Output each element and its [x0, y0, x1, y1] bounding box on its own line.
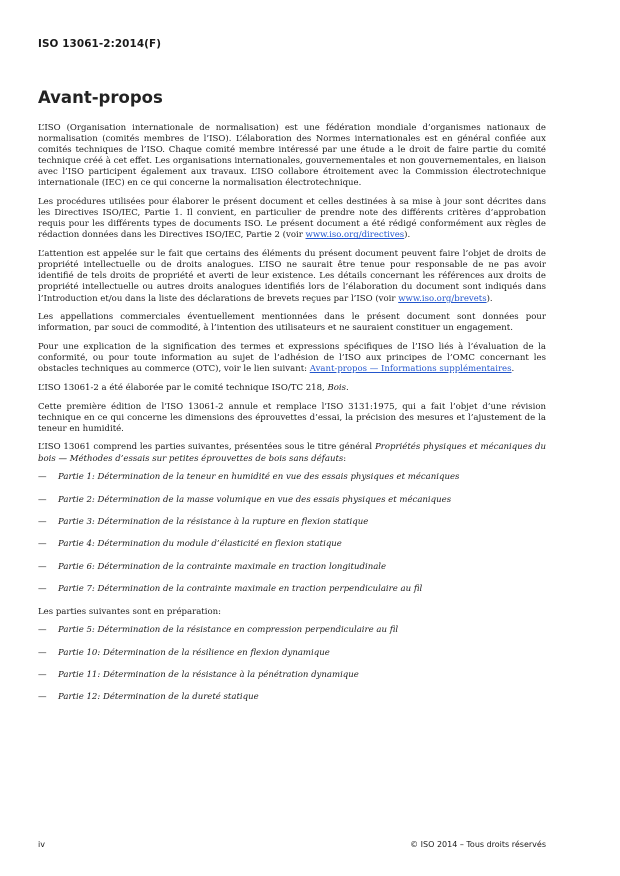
- list-item: — Partie 11: Détermination de la résistance à la pénétration dynamique: [38, 670, 359, 680]
- published-parts-list: [38, 472, 546, 595]
- paragraph-trade-names: Les appellations commerciales éventuellement mentionnées dans le présent document sont données pour information, par souci de commodité, à l’intention des utilisateurs et ne sauraient constituer un engagement.: [38, 312, 546, 334]
- document-identifier: ISO 13061-2:2014(F): [38, 38, 162, 50]
- list-item: — Partie 6: Détermination de la contrainte maximale en traction longitudinale: [38, 561, 387, 572]
- preparation-parts-list: [38, 625, 546, 703]
- list-item: — Partie 3: Détermination de la résistance à la rupture en flexion statique: [38, 516, 369, 527]
- list-item: — Partie 2: Détermination de la masse volumique en vue des essais physiques et mécaniques: [38, 494, 452, 505]
- list-item: — Partie 4: Détermination du module d’élasticité en flexion statique: [38, 539, 342, 550]
- list-item: — Partie 10: Détermination de la résilience en flexion dynamique: [38, 647, 330, 658]
- directives-link[interactable]: www.iso.org/directives: [305, 230, 405, 241]
- patents-link[interactable]: www.iso.org/brevets: [398, 293, 487, 304]
- list-item: — Partie 12: Détermination de la dureté statique: [38, 692, 259, 703]
- list-item: — Partie 5: Détermination de la résistance en compression perpendiculaire au fil: [38, 625, 399, 636]
- paragraph-committee: L’ISO 13061-2 a été élaborée par le comité technique ISO/TC 218, Bois.: [38, 382, 349, 393]
- page-footer: [38, 840, 546, 849]
- supplementary-info-link[interactable]: Avant-propos — Informations supplémentaires: [309, 364, 512, 375]
- foreword-body: [38, 123, 546, 715]
- paragraph-edition: Cette première édition de l’ISO 13061-2 annule et remplace l’ISO 3131:1975, qui a fait l’objet d’une révision technique en ce qui concerne les dimensions des éprouvettes d’essai, la précision des mesures et l’ajustement de la teneur en humidité.: [38, 401, 546, 434]
- page-title: Avant-propos: [38, 88, 163, 107]
- list-item: — Partie 1: Détermination de la teneur en humidité en vue des essais physiques et mécaniques: [38, 472, 460, 483]
- page-number: iv: [38, 840, 45, 849]
- paragraph-iso-organisation: L’ISO (Organisation internationale de normalisation) est une fédération mondiale d’organismes nationaux de normalisation (comités membres de l’ISO). L’élaboration des Normes internationales est en général confiée aux comités techniques de l’ISO. Chaque comité membre intéressé par une étude a le droit de faire partie du comité technique créé à cet effet. Les organisations internationales, gouvernementales et non gouvernementales, en liaison avec l’ISO participent également aux travaux. L’ISO collabore étroitement avec la Commission électrotechnique internationale (IEC) en ce qui concerne la normalisation électrotechnique.: [38, 123, 546, 189]
- list-item: — Partie 7: Détermination de la contrainte maximale en traction perpendiculaire au fil: [38, 584, 423, 595]
- paragraph-conformity: Pour une explication de la signification des termes et expressions spécifiques de l’ISO liés à l’évaluation de la conformité, ou pour toute information au sujet de l’adhésion de l’ISO aux principes de l’OMC concernant les obstacles techniques au commerce (OTC), voir le lien suivant: Avant-propos — Informations supplémentaires.: [38, 341, 546, 375]
- paragraph-parts-intro: L’ISO 13061 comprend les parties suivantes, présentées sous le titre général Propriétés physiques et mécaniques du bois — Méthodes d’essais sur petites éprouvettes de bois sans défauts:: [38, 442, 547, 464]
- paragraph-in-preparation: Les parties suivantes sont en préparation:: [38, 606, 221, 617]
- paragraph-patents: L’attention est appelée sur le fait que certains des éléments du présent document peuvent faire l’objet de droits de propriété intellectuelle ou de droits analogues. L’ISO ne saurait être tenue pour responsable de ne pas avoir identifié de tels droits de propriété et averti de leur existence. Les détails concernant les références aux droits de propriété intellectuelle ou autres droits analogues identifiés lors de l’élaboration du document sont indiqués dans l’Introduction et/ou dans la liste des déclarations de brevets reçues par l’ISO (voir www.iso.org/brevets).: [38, 249, 546, 304]
- copyright-notice: © ISO 2014 – Tous droits réservés: [410, 840, 546, 849]
- paragraph-procedures: Les procédures utilisées pour élaborer le présent document et celles destinées à sa mise à jour sont décrites dans les Directives ISO/IEC, Partie 1. Il convient, en particulier de prendre note des différents critères d’approbation requis pour les différents types de documents ISO. Le présent document a été rédigé conformément aux règles de rédaction données dans les Directives ISO/IEC, Partie 2 (voir www.iso.org/directives).: [38, 197, 546, 241]
